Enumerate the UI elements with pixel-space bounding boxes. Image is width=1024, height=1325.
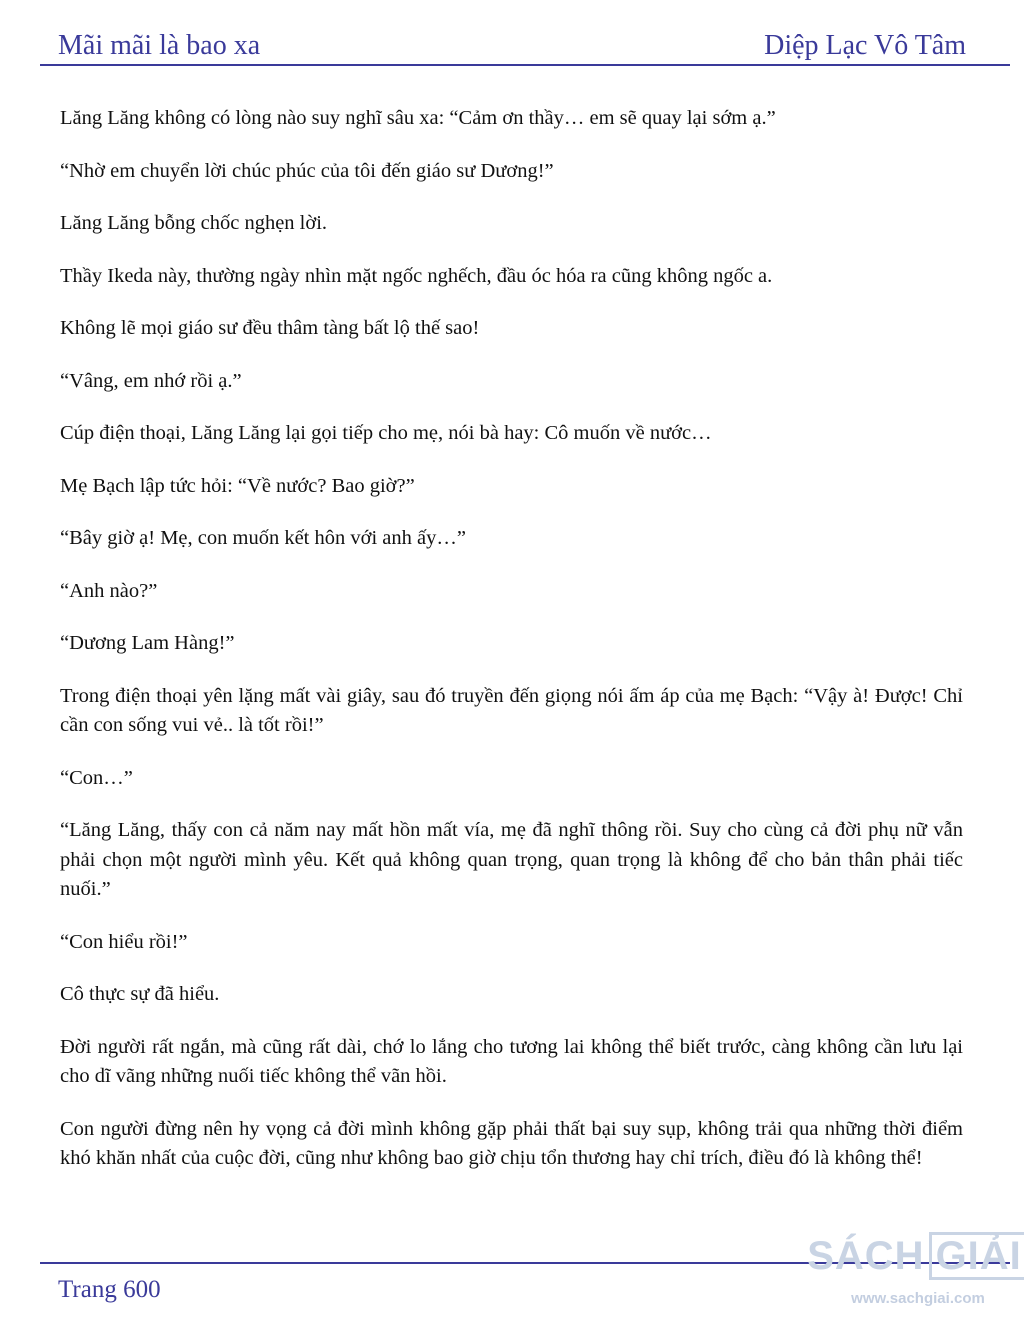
paragraph: Đời người rất ngắn, mà cũng rất dài, chớ lo lắng cho tương lai không thể biết trước, càng không cần lưu lại cho dĩ vãng những nuối tiếc không thể vãn hồi. [60,1035,963,1087]
watermark-logo-left: SÁCH [807,1234,925,1278]
paragraph: “Lăng Lăng, thấy con cả năm nay mất hồn mất vía, mẹ đã nghĩ thông rồi. Suy cho cùng cả đời phụ nữ vẫn phải chọn một người mình yêu. Kết quả không quan trọng, quan trọng là không để cho bản thân phải tiếc nuối.” [60,819,963,900]
page-number: Trang 600 [58,1276,161,1303]
paragraph: “Vâng, em nhớ rồi ạ.” [60,369,242,392]
header-divider [40,64,1010,66]
paragraph: “Dương Lam Hàng!” [60,632,235,654]
paragraph: Lăng Lăng không có lòng nào suy nghĩ sâu xa: “Cảm ơn thầy… em sẽ quay lại sớm ạ.” [60,107,776,129]
paragraph: “Con…” [60,766,133,789]
paragraph: Con người đừng nên hy vọng cả đời mình không gặp phải thất bại suy sụp, không trải qua những thời điểm khó khăn nhất của cuộc đời, cũng như không bao giờ chịu tổn thương hay chỉ trích, điều đó là không thể! [60,1117,963,1169]
paragraph: Mẹ Bạch lập tức hỏi: “Về nước? Bao giờ?” [60,474,415,497]
paragraph: Thầy Ikeda này, thường ngày nhìn mặt ngốc nghếch, đầu óc hóa ra cũng không ngốc a. [60,264,773,287]
watermark-logo [807,1232,1022,1280]
paragraph: “Bây giờ ạ! Mẹ, con muốn kết hôn với anh ấy…” [60,527,466,549]
paragraph: “Con hiểu rồi!” [60,930,188,953]
paragraph: Không lẽ mọi giáo sư đều thâm tàng bất lộ thế sao! [60,317,480,339]
paragraph: Cô thực sự đã hiểu. [60,983,220,1005]
watermark-logo-right: GIẢI [929,1232,1024,1280]
paragraph: Cúp điện thoại, Lăng Lăng lại gọi tiếp cho mẹ, nói bà hay: Cô muốn về nước… [60,422,712,444]
paragraph: “Anh nào?” [60,579,158,602]
watermark-url: www.sachgiai.com [851,1290,985,1307]
book-title: Mãi mãi là bao xa [58,30,261,61]
page-body [60,104,963,1197]
paragraph: Trong điện thoại yên lặng mất vài giây, sau đó truyền đến giọng nói ấm áp của mẹ Bạch: “Vậy à! Được! Chỉ cần con sống vui vẻ.. là tốt rồi!” [60,684,963,736]
paragraph: Lăng Lăng bỗng chốc nghẹn lời. [60,212,328,234]
page-header [58,22,966,62]
watermark [807,1232,1022,1307]
author-name: Diệp Lạc Vô Tâm [764,30,966,61]
paragraph: “Nhờ em chuyển lời chúc phúc của tôi đến giáo sư Dương!” [60,159,554,182]
